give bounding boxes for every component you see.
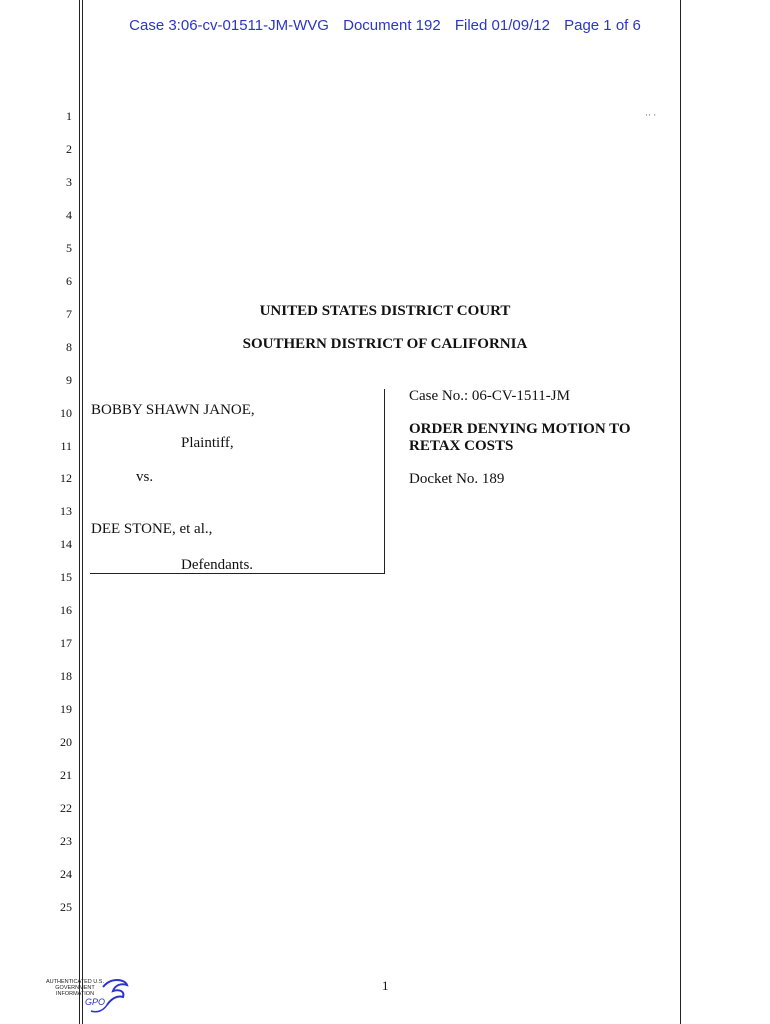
header-page-count: Page 1 of 6 [564, 17, 641, 34]
line-number: 12 [60, 471, 72, 486]
line-number: 22 [60, 800, 72, 815]
defendant-name: DEE STONE, et al., [91, 521, 213, 537]
right-margin-rule [680, 0, 681, 1024]
order-title [409, 421, 631, 455]
page-number: 1 [382, 978, 389, 993]
line-number: 4 [66, 207, 72, 222]
gpo-authentication-seal [45, 975, 135, 1017]
line-number: 7 [66, 306, 72, 321]
docket-number: Docket No. 189 [409, 471, 505, 487]
line-number: 1 [66, 109, 72, 123]
left-margin-rule-inner [82, 0, 83, 1024]
case-number: Case No.: 06-CV-1511-JM [409, 388, 570, 404]
line-number: 16 [60, 603, 72, 618]
line-number: 25 [60, 899, 72, 914]
line-number: 21 [60, 768, 72, 782]
gpo-eagle-icon [45, 975, 135, 1017]
caption-divider-horizontal [90, 573, 385, 574]
order-title-line-1: ORDER DENYING MOTION TO [409, 421, 631, 437]
line-number: 10 [60, 405, 72, 420]
defendant-role: Defendants. [181, 557, 254, 573]
header-document-number: Document 192 [343, 17, 441, 34]
line-number: 14 [60, 537, 72, 552]
line-number: 13 [60, 504, 72, 519]
court-district: SOUTHERN DISTRICT OF CALIFORNIA [242, 336, 528, 352]
header-filed-date: Filed 01/09/12 [454, 17, 550, 34]
gpo-label: GPO [85, 997, 106, 1007]
line-number: 6 [66, 273, 72, 288]
versus-label: vs. [136, 469, 154, 485]
line-number: 15 [60, 570, 72, 585]
header-case-number: Case 3:06-cv-01511-JM-WVG [129, 17, 329, 34]
line-number: 9 [66, 372, 72, 387]
plaintiff-name: BOBBY SHAWN JANOE, [91, 402, 255, 418]
line-number: 17 [60, 636, 72, 651]
court-name: UNITED STATES DISTRICT COURT [259, 303, 511, 319]
line-number: 20 [60, 735, 72, 750]
plaintiff-role: Plaintiff, [181, 435, 234, 451]
line-number: 23 [60, 833, 72, 848]
line-number: 19 [60, 702, 72, 717]
left-margin-rule-outer [79, 0, 80, 1024]
line-number: 2 [66, 141, 72, 156]
line-number: 5 [66, 240, 72, 255]
order-title-line-2: RETAX COSTS [409, 438, 514, 454]
gpo-seal-text: AUTHENTICATED U.S. GOVERNMENT INFORMATION [46, 979, 104, 997]
line-number: 24 [60, 866, 72, 881]
top-right-marks: ·· · [645, 110, 657, 120]
caption-divider-vertical [384, 389, 385, 574]
document-header [0, 17, 770, 34]
line-number: 18 [60, 669, 72, 684]
line-number: 8 [66, 339, 72, 354]
line-number: 3 [66, 174, 72, 189]
line-number: 11 [60, 438, 72, 453]
